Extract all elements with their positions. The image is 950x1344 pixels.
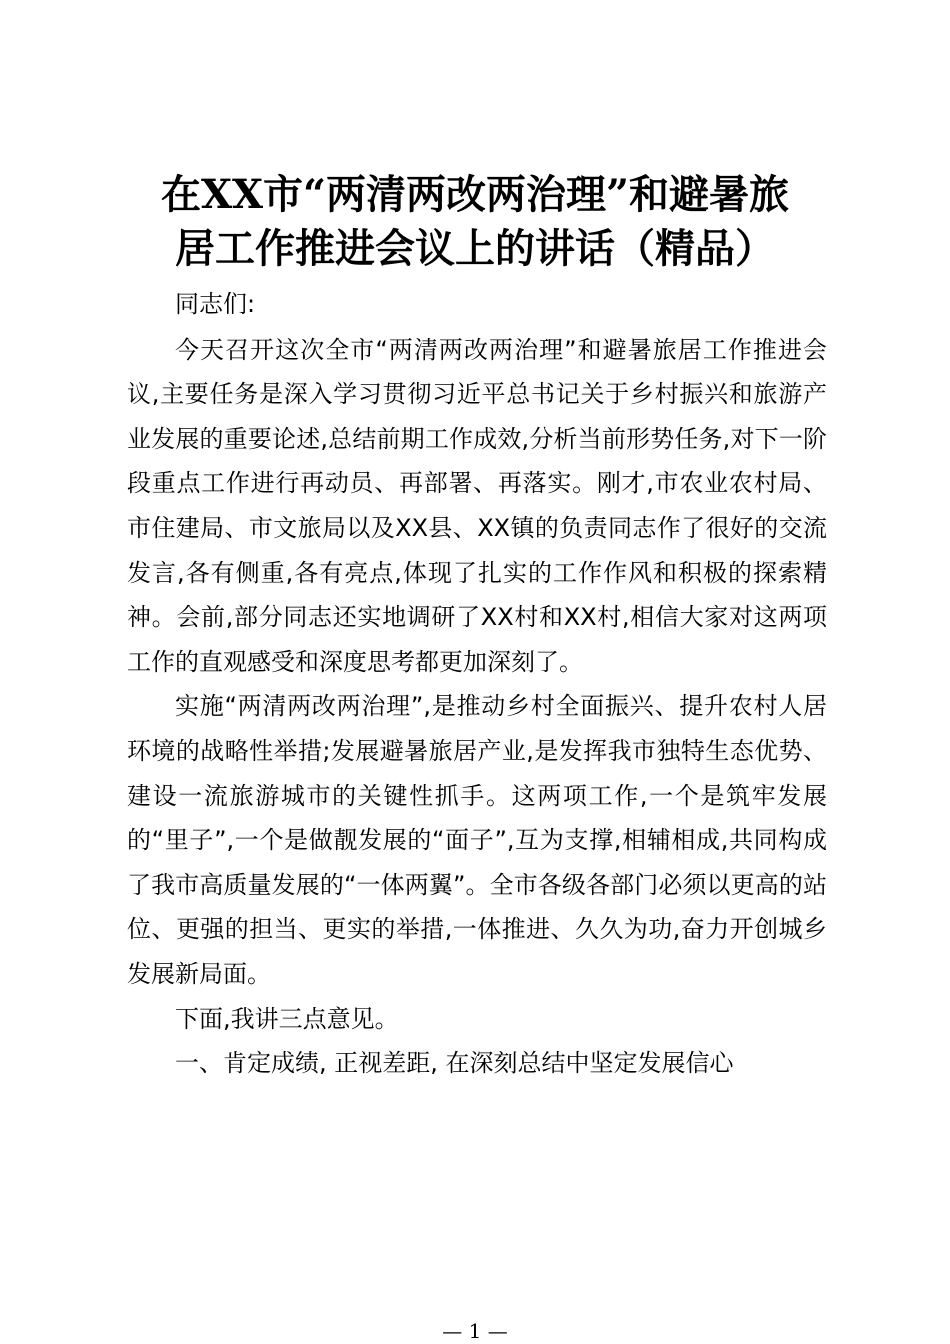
salutation: 同志们: <box>175 290 256 318</box>
section-heading-1: 一、肯定成绩, 正视差距, 在深刻总结中坚定发展信心 <box>175 1049 734 1078</box>
paragraph-significance: 实施“两清两改两治理”,是推动乡村全面振兴、提升农村人居环境的战略性举措;发展避暑旅居产业,是发挥我市独特生态优势、建设一流旅游城市的关键性抓手。这两项工作,一个是筑牢发展的“里子”,一个是做靓发展的“面子”,互为支撑,相辅相成,共同构成了我市高质量发展的“一体两翼”。全市各级各部门必须以更高的站位、更强的担当、更实的举措,一体推进、久久为功,奋力开创城乡发展新局面。 <box>127 692 827 988</box>
paragraph-opening: 今天召开这次全市“两清两改两治理”和避暑旅居工作推进会议,主要任务是深入学习贯彻习近平总书记关于乡村振兴和旅游产业发展的重要论述,总结前期工作成效,分析当前形势任务,对下一阶段重点工作进行再动员、再部署、再落实。刚才,市农业农村局、市住建局、市文旅局以及XX县、XX镇的负责同志作了很好的交流发言,各有侧重,各有亮点,体现了扎实的工作作风和积极的探索精神。会前,部分同志还实地调研了XX村和XX村,相信大家对这两项工作的直观感受和深度思考都更加深刻了。 <box>127 335 827 676</box>
title-line-1: 在XX市“两清两改两治理”和避暑旅 <box>160 171 790 218</box>
title-line-2: 居工作推进会议上的讲话（精品） <box>175 225 775 272</box>
page-number: — 1 — <box>442 1319 508 1343</box>
document-body <box>127 282 827 1086</box>
document-title <box>100 168 850 276</box>
paragraph-outline: 下面,我讲三点意见。 <box>175 1004 399 1033</box>
